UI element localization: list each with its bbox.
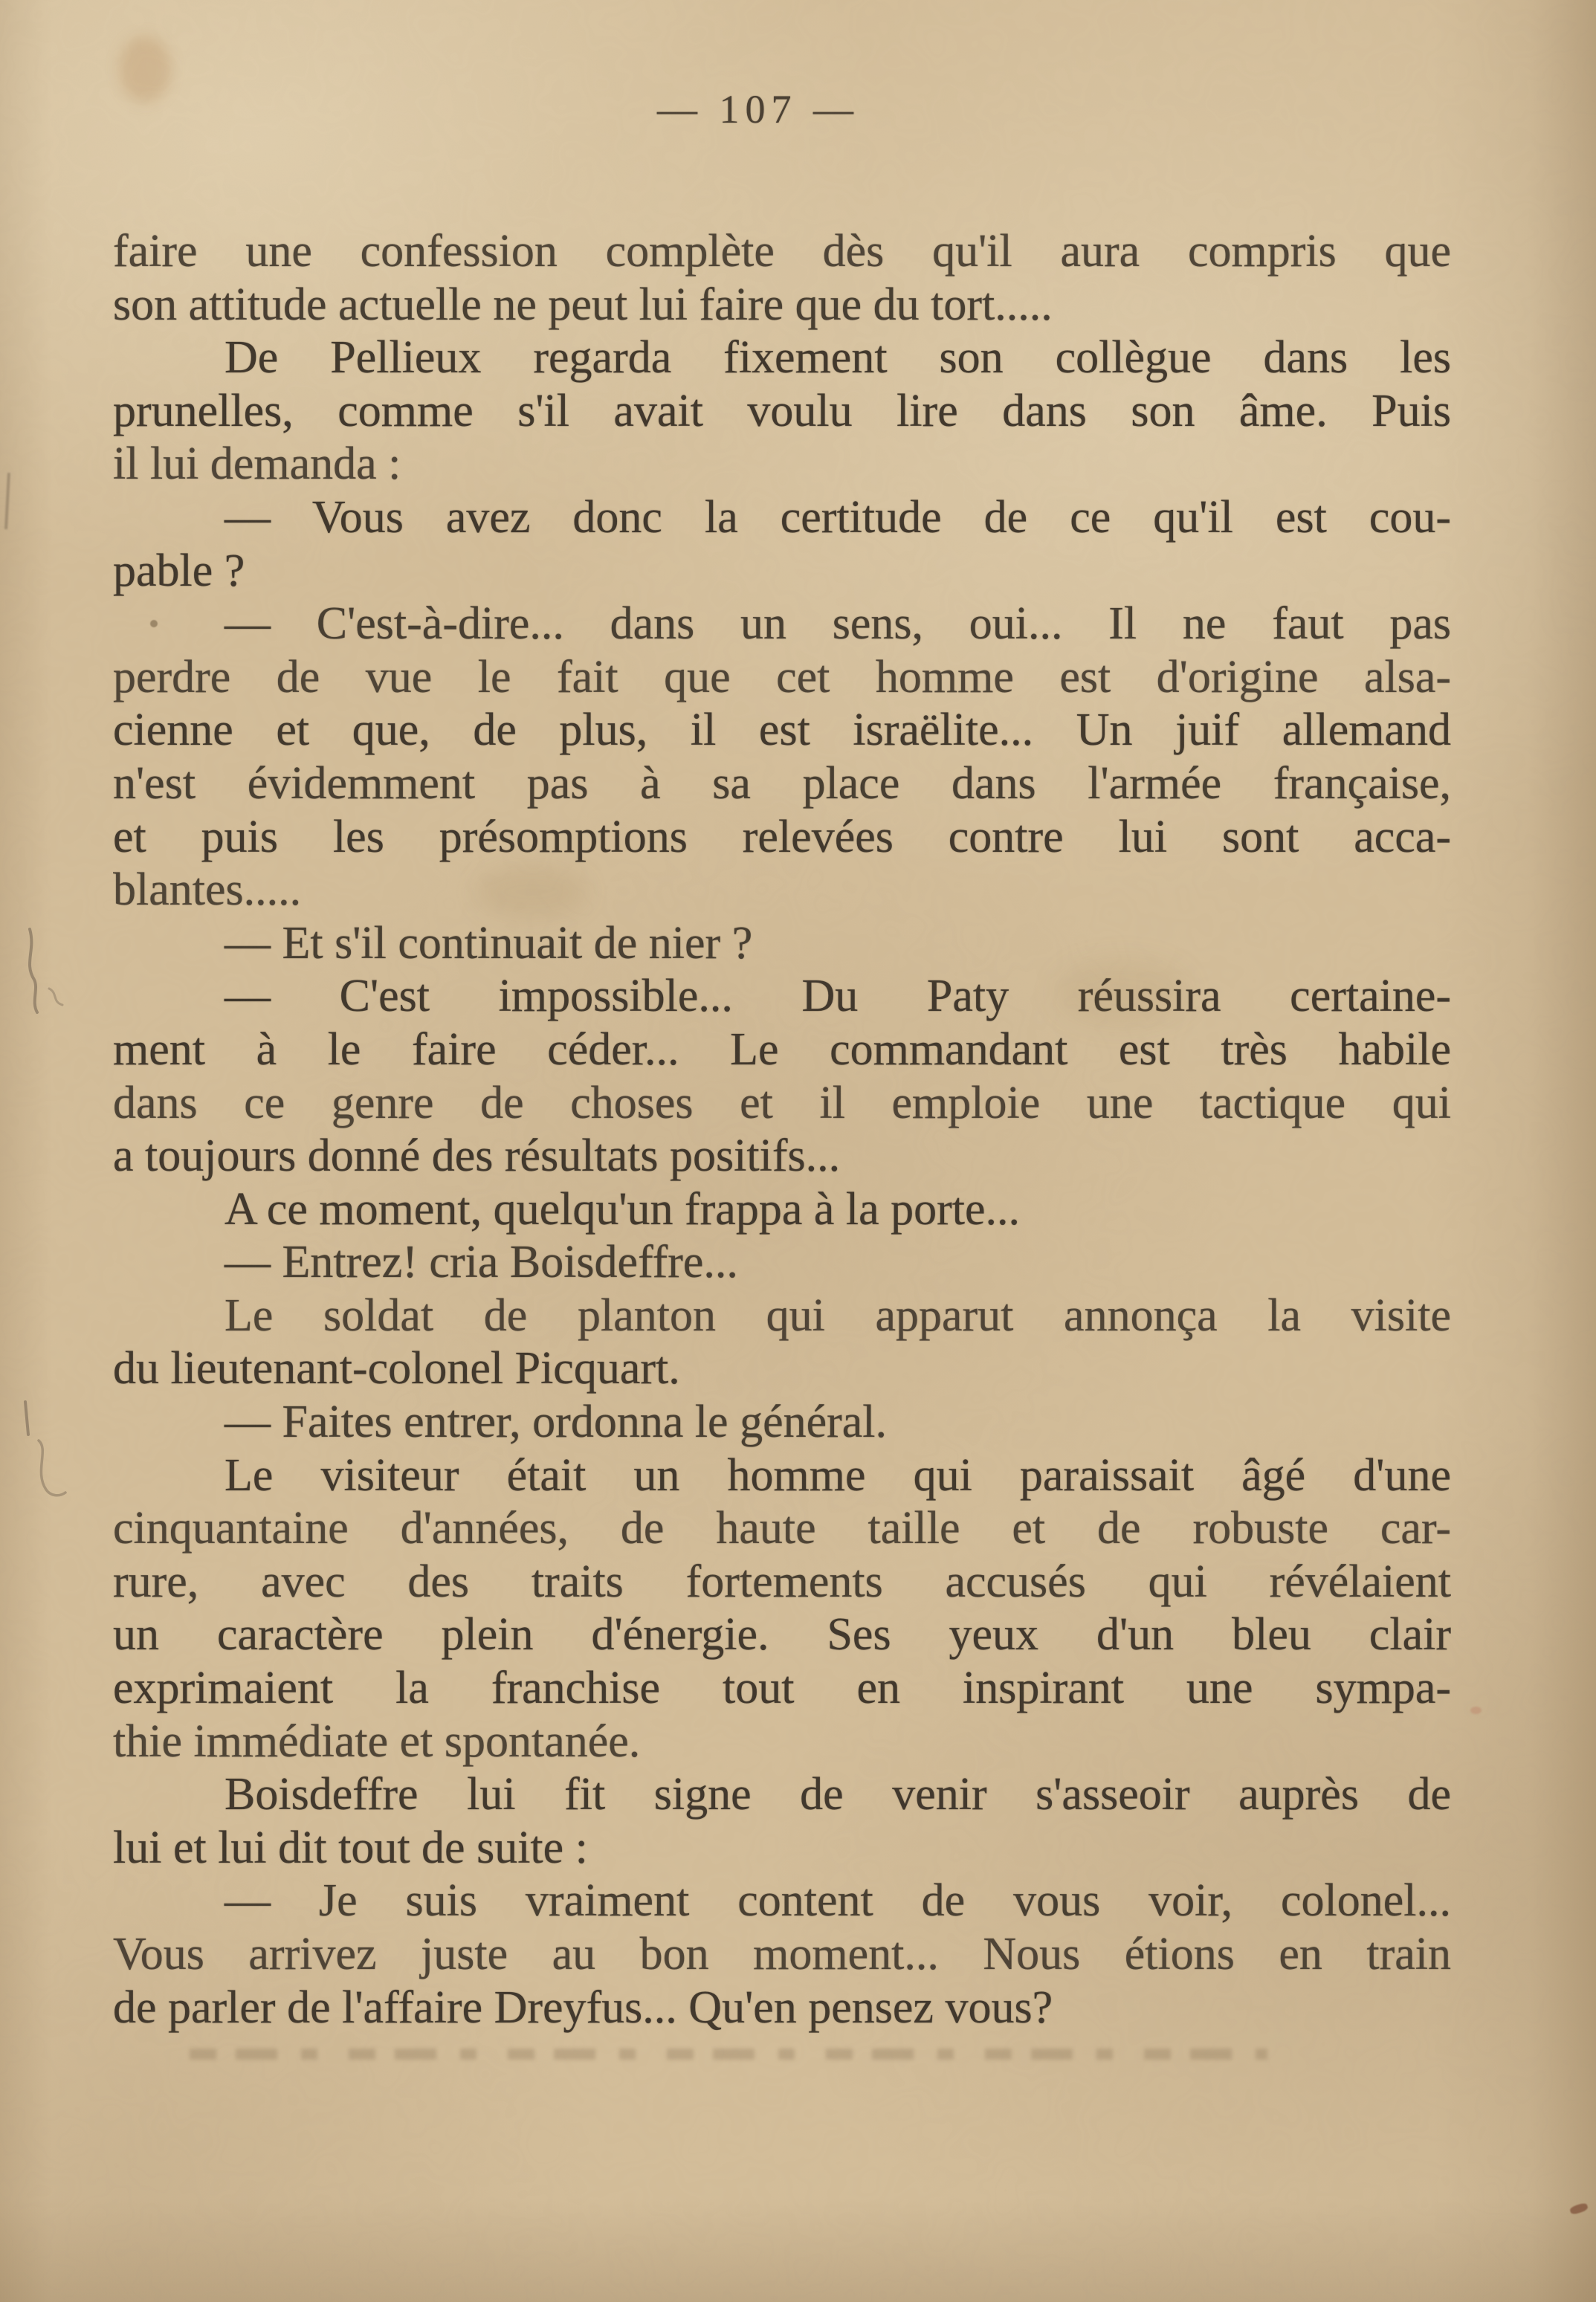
- text-block: [113, 225, 1451, 2034]
- edge-mark: [4, 473, 10, 529]
- text-line: cienne et que, de plus, il est israëlite... Un juif allemand: [113, 705, 1451, 756]
- text-line: du lieutenant-colonel Picquart.: [113, 1343, 680, 1394]
- text-line: dans ce genre de choses et il emploie une tactique qui: [113, 1077, 1451, 1128]
- text-line: n'est évidemment pas à sa place dans l'armée française,: [113, 757, 1451, 809]
- text-line: thie immédiate et spontanée.: [113, 1716, 641, 1767]
- text-line: blantes.....: [113, 864, 302, 916]
- text-line: — C'est-à-dire... dans un sens, oui... Il ne faut pas: [224, 598, 1451, 650]
- paper-stain: [119, 36, 171, 103]
- page-number: — 107 —: [657, 87, 859, 132]
- text-line: rure, avec des traits fortements accusés qui révélaient: [113, 1556, 1451, 1607]
- margin-scribble: [16, 1397, 83, 1509]
- text-line: pable ?: [113, 545, 245, 596]
- text-line: ment à le faire céder... Le commandant est très habile: [113, 1024, 1451, 1075]
- text-line: de parler de l'affaire Dreyfus... Qu'en pensez vous?: [113, 1982, 1053, 2033]
- text-line: cinquantaine d'années, de haute taille et de robuste car-: [113, 1503, 1451, 1554]
- text-line: a toujours donné des résultats positifs...: [113, 1131, 841, 1182]
- text-line: Boisdeffre lui fit signe de venir s'asseoir auprès de: [224, 1769, 1451, 1820]
- text-line: Le visiteur était un homme qui paraissait âgé d'une: [224, 1449, 1451, 1501]
- text-line: — Entrez! cria Boisdeffre...: [224, 1237, 738, 1288]
- text-line: — Je suis vraiment content de vous voir, colonel...: [224, 1875, 1451, 1927]
- text-line: — Et s'il continuait de nier ?: [224, 917, 753, 969]
- text-line: Le soldat de planton qui apparut annonça la visite: [224, 1290, 1451, 1341]
- text-line: il lui demanda :: [113, 439, 401, 490]
- text-line: exprimaient la franchise tout en inspirant une sympa-: [113, 1663, 1451, 1714]
- text-line: faire une confession complète dès qu'il aura compris que: [113, 226, 1451, 277]
- bleed-through-line: [190, 2049, 1267, 2060]
- text-line: prunelles, comme s'il avait voulu lire dans son âme. Puis: [113, 385, 1451, 436]
- ink-speck: [1470, 1707, 1482, 1714]
- text-line: perdre de vue le fait que cet homme est d'origine alsa-: [113, 651, 1451, 702]
- text-line: — Faites entrer, ordonna le général.: [224, 1397, 888, 1448]
- text-line: — Vous avez donc la certitude de ce qu'il est cou-: [224, 491, 1451, 543]
- text-line: son attitude actuelle ne peut lui faire que du tort.....: [113, 279, 1053, 330]
- text-line: lui et lui dit tout de suite :: [113, 1822, 588, 1873]
- text-line: et puis les présomptions relevées contre lui sont acca-: [113, 811, 1451, 862]
- ink-speck: [1569, 2202, 1589, 2216]
- margin-scribble: [19, 925, 79, 1021]
- text-line: De Pellieux regarda fixement son collègue dans les: [224, 332, 1451, 384]
- text-line: A ce moment, quelqu'un frappa à la porte...: [224, 1183, 1020, 1235]
- text-line: Vous arrivez juste au bon moment... Nous étions en train: [113, 1929, 1451, 1979]
- text-line: — C'est impossible... Du Paty réussira certaine-: [224, 971, 1451, 1022]
- text-line: un caractère plein d'énergie. Ses yeux d'un bleu clair: [113, 1609, 1451, 1661]
